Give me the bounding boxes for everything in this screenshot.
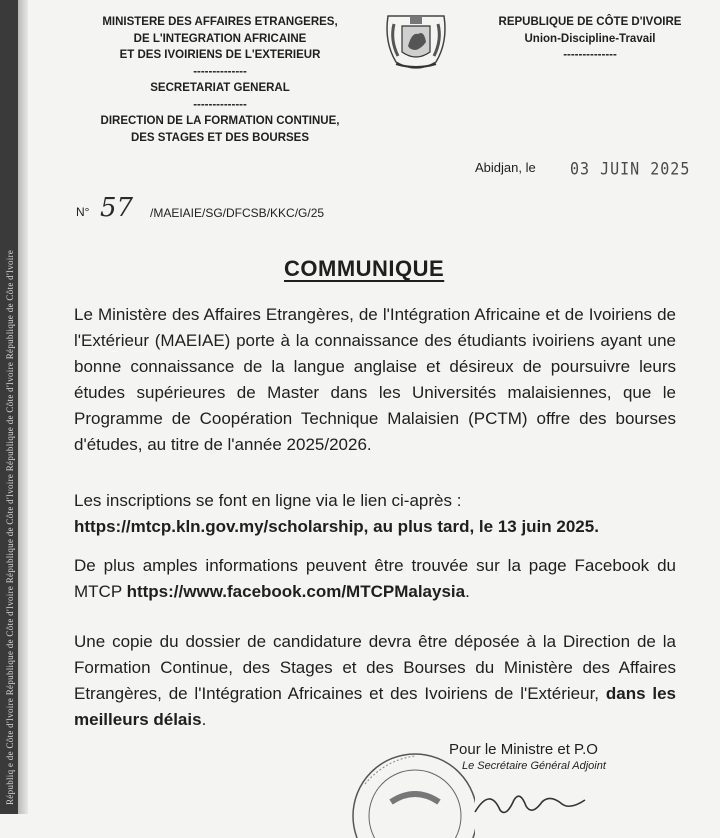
registration-text: Les inscriptions se font en ligne via le lien ci-après : (74, 491, 462, 510)
direction-line-1: DIRECTION DE LA FORMATION CONTINUE, (100, 115, 340, 127)
more-info-text: De plus amples informations peuvent être trouvée sur la page Facebook du MTCP (74, 556, 676, 601)
coat-of-arms-icon (382, 12, 450, 70)
republic-motto: Union-Discipline-Travail (524, 32, 656, 45)
date-label: Abidjan, le (475, 160, 536, 175)
ministry-line-2: DE L'INTEGRATION AFRICAINE (133, 32, 307, 45)
handwritten-signature-icon (470, 782, 590, 822)
deadline-emphasis: dans les meilleurs délais (74, 684, 676, 729)
page-edge-shadow (18, 0, 28, 814)
reference-code: /MAEIAIE/SG/DFCSB/KKC/G/25 (150, 206, 325, 220)
separator: -------------- (193, 98, 247, 111)
separator: -------------- (563, 49, 617, 61)
paragraph-more-info (74, 553, 676, 605)
republic-name: REPUBLIQUE DE CÔTE D'IVOIRE (498, 16, 682, 28)
registration-link[interactable]: https://mtcp.kln.gov.my/scholarship, au plus tard, le 13 juin 2025. (74, 517, 599, 536)
side-stamp-strip (0, 0, 18, 814)
side-strip-text: Républiq e de Côte d'Ivoire République de Côte d'Ivoire République de Côte d'Ivoire République de Côte d'Ivoire République de Côte d'Ivoire (5, 249, 15, 805)
paragraph-dossier (74, 629, 676, 733)
republic-header (455, 14, 720, 64)
signature-authority: Pour le Ministre et P.O (449, 741, 598, 758)
date-stamp: 03 JUIN 2025 (570, 159, 691, 179)
paragraph-registration (74, 488, 676, 540)
separator: -------------- (193, 65, 247, 78)
document-title: COMMUNIQUE (284, 256, 445, 281)
ministry-line-1: MINISTERE DES AFFAIRES ETRANGERES, (102, 16, 338, 28)
signature-title: Le Secrétaire Général Adjoint (462, 760, 606, 772)
ministry-header (60, 14, 380, 146)
paragraph-intro: Le Ministère des Affaires Etrangères, de l'Intégration Africaine et de Ivoiriens de l'Extérieur (MAEIAE) porte à la connaissance des étudiants ivoiriens ayant une bonne connaissance de la langue anglaise et désireux de poursuivre leurs études supérieures de Master dans les Universités malaisiennes, que le Programme de Coopération Technique Malaisien (PCTM) offre des bourses d'études, au titre de l'année 2025/2026. (74, 305, 676, 454)
facebook-link[interactable]: https://www.facebook.com/MTCPMalaysia (126, 582, 466, 601)
secretariat-line: SECRETARIAT GENERAL (150, 82, 290, 94)
dossier-end: . (201, 710, 207, 729)
more-info-end: . (465, 582, 470, 601)
reference-prefix: N° (76, 205, 90, 219)
dossier-text: Une copie du dossier de candidature devra être déposée à la Direction de la Formation Continue, des Stages et des Bourses du Ministère des Affaires Etrangères, de l'Intégration Africaines et des Ivoiriens de l'Extérieur, (74, 632, 676, 703)
ministry-line-3: ET DES IVOIRIENS DE L'EXTERIEUR (119, 49, 321, 61)
reference-number: 57 (100, 193, 134, 223)
direction-line-2: DES STAGES ET DES BOURSES (130, 131, 310, 144)
